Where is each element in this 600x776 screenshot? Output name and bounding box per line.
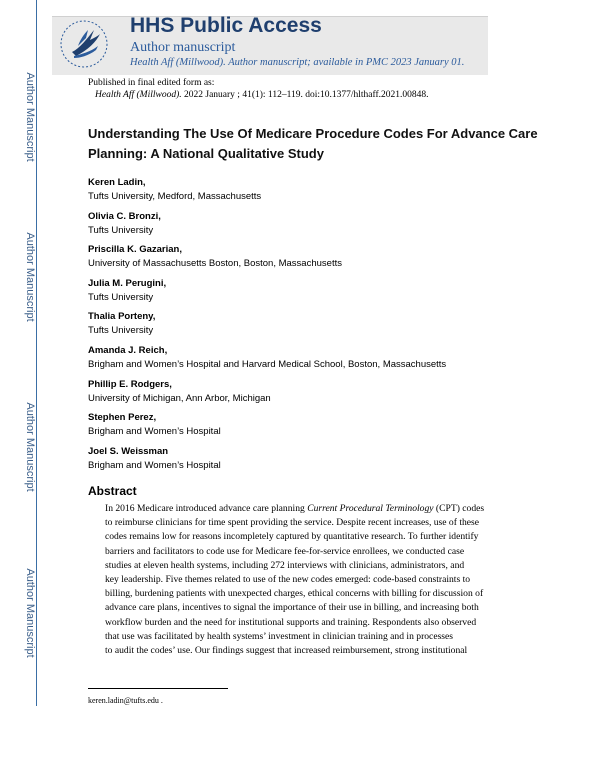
abstract-line: barriers and facilitators to code use for Medicare fee-for-service enrollees, we conducted case xyxy=(105,545,465,557)
author-affiliation: University of Massachusetts Boston, Boston, Massachusetts xyxy=(88,258,342,270)
author-name: Amanda J. Reich, xyxy=(88,344,168,356)
author-affiliation: Tufts University, Medford, Massachusetts xyxy=(88,191,262,202)
author-name: Thalia Porteny, xyxy=(88,311,156,323)
abstract-line: to audit the codes’ use. Our findings suggest that increased reimbursement, strong institutional xyxy=(105,645,468,657)
sidebar-label: Author Manuscript xyxy=(24,232,36,322)
abstract-line: billing, burdening patients with unexpected charges, ethical concerns with billing for discussion of xyxy=(105,588,484,600)
author-entry xyxy=(88,411,548,445)
author-name: Priscilla K. Gazarian, xyxy=(88,244,182,256)
author-name: Keren Ladin, xyxy=(88,177,146,188)
author-name: Stephen Perez, xyxy=(88,412,157,424)
abstract-line: workflow burden and the need for institutional supports and training. Respondents also observed xyxy=(105,616,477,628)
abstract-line: key leadership. Five themes related to use of the new codes emerged: code-based constraints to xyxy=(105,574,471,586)
published-label: Published in final edited form as: xyxy=(88,78,215,88)
sidebar-label: Author Manuscript xyxy=(24,568,36,658)
author-manuscript-label: Author manuscript xyxy=(130,40,236,55)
author-affiliation: Brigham and Women’s Hospital and Harvard Medical School, Boston, Massachusetts xyxy=(88,358,447,370)
author-affiliation: Tufts University xyxy=(88,325,154,337)
author-entry xyxy=(88,378,548,412)
abstract-body xyxy=(105,502,535,658)
abstract-line: to reimburse clinicians for time spent providing the service. Despite recent increases, use of these xyxy=(105,517,480,529)
author-list xyxy=(88,176,548,478)
abstract-line: advance care plans, incentives to signal the importance of their use in billing, and increasing both xyxy=(105,602,479,614)
author-entry xyxy=(88,445,548,479)
published-citation xyxy=(95,90,429,100)
hhs-title: HHS Public Access xyxy=(130,14,322,37)
abstract-line: that use was facilitated by health systems’ investment in clinician training and in processes xyxy=(105,630,454,642)
journal-name: Health Aff (Millwood). xyxy=(95,90,182,100)
author-entry xyxy=(88,277,548,311)
author-name: Olivia C. Bronzi, xyxy=(88,210,161,222)
author-entry xyxy=(88,310,548,344)
article-title: Understanding The Use Of Medicare Procedure Codes For Advance Care Planning: A National Qualitative Study xyxy=(88,126,538,161)
abstract-line: codes remains low for reasons incompletely captured by quantitative research. To further identify xyxy=(105,531,479,543)
abstract-line: In 2016 Medicare introduced advance care planning Current Procedural Terminology (CPT) codes xyxy=(105,503,485,514)
sidebar-label: Author Manuscript xyxy=(24,402,36,492)
author-affiliation: Tufts University xyxy=(88,224,154,236)
corresponding-email: keren.ladin@tufts.edu . xyxy=(88,696,163,705)
author-affiliation: Brigham and Women’s Hospital xyxy=(88,426,221,438)
author-affiliation: Tufts University xyxy=(88,291,154,303)
author-affiliation: Brigham and Women’s Hospital xyxy=(88,459,221,471)
author-name: Julia M. Perugini, xyxy=(88,277,167,289)
abstract-line: studies at eleven health systems, including 272 interviews with clinicians, administrators, and xyxy=(105,559,465,571)
footnote-divider xyxy=(88,688,228,689)
author-affiliation: University of Michigan, Ann Arbor, Michigan xyxy=(88,392,271,404)
author-entry xyxy=(88,210,548,244)
abstract-heading: Abstract xyxy=(88,484,137,498)
author-name: Phillip E. Rodgers, xyxy=(88,378,172,390)
citation-details: 2022 January ; 41(1): 112–119. doi:10.1377/hlthaff.2021.00848. xyxy=(184,90,429,100)
author-name: Joel S. Weissman xyxy=(88,445,169,457)
author-entry xyxy=(88,176,548,210)
hhs-eagle-logo-icon xyxy=(58,18,110,70)
manuscript-citation: Health Aff (Millwood). Author manuscript; available in PMC 2023 January 01. xyxy=(130,57,465,68)
sidebar-label: Author Manuscript xyxy=(24,72,36,162)
author-entry xyxy=(88,243,548,277)
author-entry xyxy=(88,344,548,378)
